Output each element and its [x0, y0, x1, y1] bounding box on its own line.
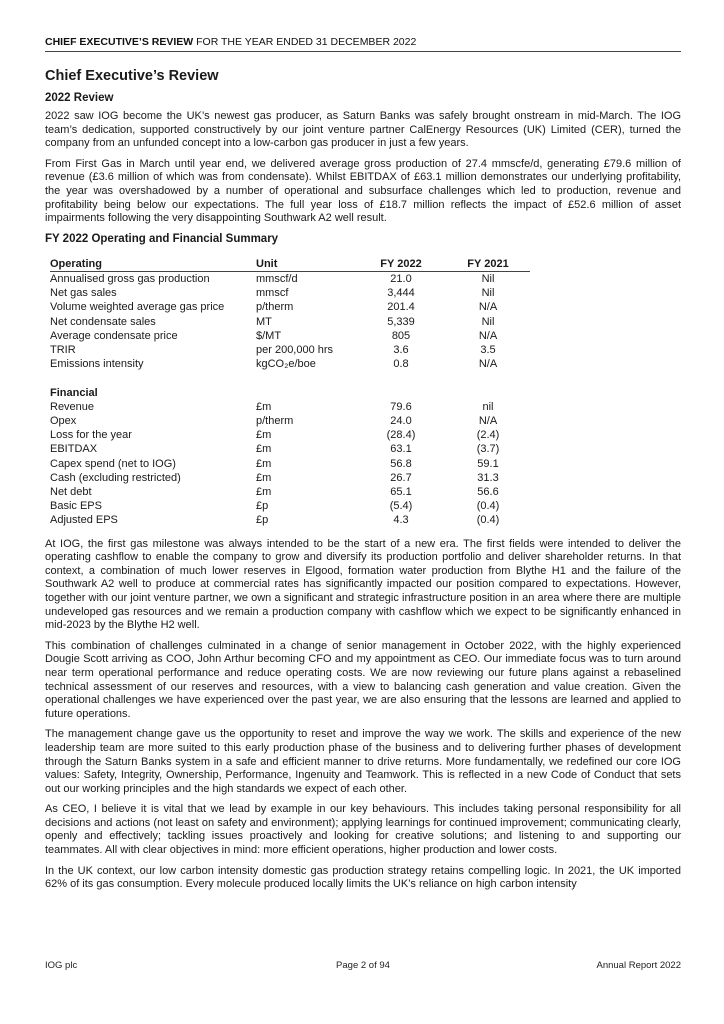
table-row	[50, 329, 530, 343]
financial-block	[50, 371, 530, 399]
row-label: TRIR	[50, 343, 76, 356]
paragraph-6: As CEO, I believe it is vital that we lead by example in our key behaviours. This includes taking personal responsibility for all decisions and actions (not least on safety and environment); applying learnings for continued improvement; communicating clearly, openly and effectively; tackling issues proactively and looking for creative solutions; and listening to and supporting our teammates. All with clear objectives in mind: more efficient operations, higher production and lower costs.	[45, 803, 681, 857]
row-fy2021: Nil	[481, 315, 495, 328]
page-title: Chief Executive’s Review	[45, 68, 219, 84]
paragraph-4: This combination of challenges culminated in a change of senior management in October 2022, with the highly experienced Dougie Scott arriving as COO, John Arthur becoming CFO and my appointment as CEO. Our immediate focus was to turn around near term operational performance and reduce operating costs. We are now reviewing our future plans against a rebaselined technical assessment of our reserves and resources, with a view to balancing cash generation and value creation. Given the operational challenges we have experienced over the past year, we are also ensuring that the lessons are learned and applied to future operations.	[45, 639, 681, 720]
table-row	[50, 357, 530, 371]
table-row	[50, 414, 530, 428]
row-fy2022: 3.6	[393, 343, 409, 356]
running-header	[45, 36, 681, 52]
row-unit: £p	[256, 514, 269, 527]
paragraph-5: The management change gave us the opportunity to reset and improve the way we work. The skills and experience of the new leadership team are more suited to this early production phase of the business and to delivering further phases of development through the Saturn Banks system in a safe and efficient manner to drive returns. More fundamentally, we redefined our core IOG values: Safety, Integrity, Ownership, Performance, Ingenuity and Teamwork. This is reflected in a new Code of Conduct that sets out our working principles and the high standards we expect of each other.	[45, 728, 681, 795]
row-unit: £m	[256, 400, 272, 413]
table-row	[50, 442, 530, 456]
row-fy2021: N/A	[478, 358, 498, 371]
summary-table	[50, 257, 530, 528]
spacer-row	[50, 371, 530, 385]
footer-page-number: Page 2 of 94	[336, 960, 390, 971]
table-row	[50, 343, 530, 357]
row-unit: £p	[256, 500, 269, 513]
table-row	[50, 428, 530, 442]
row-label: Net condensate sales	[50, 315, 156, 328]
table-row	[50, 513, 530, 527]
row-label: Volume weighted average gas price	[50, 301, 225, 314]
summary-heading: FY 2022 Operating and Financial Summary	[45, 232, 279, 245]
row-fy2021: (0.4)	[476, 500, 500, 513]
paragraph-2: From First Gas in March until year end, we delivered average gross production of 27.4 mmscfe/d, generating £79.6 million of revenue (£3.6 million of which was from condensate). Whilst EBITDAX of £63.1 million demonstrates our underlying profitability, the year was overshadowed by a number of operational and subsurface challenges which led to production, revenue and profitability being below our expectations. The full year loss of £18.7 million reflects the impact of £52.6 million of asset impairments following the very disappointing Southwark A2 well result.	[45, 157, 681, 225]
row-fy2021: N/A	[478, 414, 498, 427]
row-label: Loss for the year	[50, 429, 132, 442]
table-row	[50, 457, 530, 471]
row-label: Emissions intensity	[50, 358, 144, 371]
financial-heading: Financial	[50, 386, 98, 399]
summary-header-row	[50, 257, 530, 272]
row-fy2021: (2.4)	[476, 429, 500, 442]
row-fy2022: 65.1	[390, 485, 412, 498]
footer-report-name: Annual Report 2022	[596, 960, 681, 971]
row-fy2022: 805	[391, 329, 411, 342]
table-row	[50, 471, 530, 485]
row-fy2021: (3.7)	[476, 443, 500, 456]
paragraph-1: 2022 saw IOG become the UK’s newest gas producer, as Saturn Banks was safely brought onstream in mid-March. The IOG team’s dedication, supported constructively by our joint venture partner CalEnergy Resources (UK) Limited (CER), turned the company from an unfunded concept into a low-carbon gas producer in just a few years.	[45, 110, 681, 150]
table-row	[50, 499, 530, 513]
col-header-operating: Operating	[50, 257, 256, 272]
row-unit: £m	[256, 443, 272, 456]
footer-company: IOG plc	[45, 960, 78, 971]
row-fy2022: 0.8	[393, 358, 409, 371]
row-unit: £m	[256, 471, 272, 484]
financial-rows	[50, 400, 530, 528]
page-content	[45, 68, 681, 899]
paragraph-7: In the UK context, our low carbon intensity domestic gas production strategy retains compelling logic. In 2021, the UK imported 62% of its gas consumption. Every molecule produced locally limits the UK’s reliance on high carbon intensity	[45, 864, 681, 891]
row-unit: £m	[256, 457, 272, 470]
table-row	[50, 271, 530, 286]
row-label: Opex	[50, 414, 77, 427]
row-fy2021: Nil	[481, 272, 495, 285]
row-label: Adjusted EPS	[50, 514, 118, 527]
row-fy2022: 201.4	[387, 301, 415, 314]
row-fy2021: N/A	[478, 301, 498, 314]
col-header-fy2021: FY 2021	[446, 257, 530, 272]
row-fy2022: 26.7	[390, 471, 412, 484]
row-fy2021: nil	[482, 400, 494, 413]
row-fy2022: 5,339	[387, 315, 415, 328]
row-unit: p/therm	[256, 301, 294, 314]
row-fy2021: Nil	[481, 287, 495, 300]
row-fy2022: 63.1	[390, 443, 412, 456]
row-fy2021: N/A	[478, 329, 498, 342]
row-label: Annualised gross gas production	[50, 272, 210, 285]
row-label: Revenue	[50, 400, 95, 413]
row-fy2022: 24.0	[390, 414, 412, 427]
row-unit: MT	[256, 315, 272, 328]
row-unit: £m	[256, 429, 272, 442]
header-title: CHIEF EXECUTIVE’S REVIEW	[45, 36, 194, 48]
table-row	[50, 286, 530, 300]
financial-heading-row	[50, 386, 530, 400]
row-fy2022: (5.4)	[389, 500, 413, 513]
row-unit: £m	[256, 485, 272, 498]
section-heading-2022-review: 2022 Review	[45, 92, 114, 104]
row-fy2022: 4.3	[393, 514, 409, 527]
row-fy2022: 21.0	[390, 272, 412, 285]
row-label: EBITDAX	[50, 443, 98, 456]
row-label: Average condensate price	[50, 329, 178, 342]
row-label: Basic EPS	[50, 500, 102, 513]
col-header-unit: Unit	[256, 257, 356, 272]
row-fy2021: (0.4)	[476, 514, 500, 527]
row-unit: mmscf	[256, 287, 289, 300]
table-row	[50, 300, 530, 314]
table-row	[50, 485, 530, 499]
row-unit: $/MT	[256, 329, 282, 342]
table-row	[50, 400, 530, 414]
row-fy2021: 31.3	[477, 471, 499, 484]
header-subtitle: FOR THE YEAR ENDED 31 DECEMBER 2022	[193, 36, 417, 48]
table-row	[50, 315, 530, 329]
row-unit: p/therm	[256, 414, 294, 427]
row-unit: mmscf/d	[256, 272, 298, 285]
row-fy2022: 56.8	[390, 457, 412, 470]
row-fy2022: 79.6	[390, 400, 412, 413]
row-label: Cash (excluding restricted)	[50, 471, 181, 484]
row-unit: per 200,000 hrs	[256, 343, 334, 356]
operating-rows	[50, 271, 530, 371]
row-label: Net debt	[50, 485, 92, 498]
row-fy2021: 59.1	[477, 457, 499, 470]
row-fy2022: 3,444	[387, 287, 415, 300]
row-label: Capex spend (net to IOG)	[50, 457, 176, 470]
row-fy2021: 3.5	[480, 343, 496, 356]
col-header-fy2022: FY 2022	[356, 257, 446, 272]
row-unit: kgCO₂e/boe	[256, 358, 316, 371]
row-fy2021: 56.6	[477, 485, 499, 498]
paragraph-3: At IOG, the first gas milestone was always intended to be the start of a new era. The first fields were intended to deliver the operating cashflow to enable the company to grow and diversify its production portfolio and deliver shareholder returns. In that context, a combination of much lower reserves in Elgood, formation water production from Blythe H1 and the failure of the Southwark A2 well to produce at commercial rates has significantly impacted our position compared to expectations. However, together with our joint venture partner, we own a significant and strategic infrastructure position in an area where there are multiple undeveloped gas resources and we remain a production company with cashflow which we expect to be significantly enhanced in mid-2023 by the Blythe H2 well.	[45, 537, 681, 632]
row-fy2022: (28.4)	[386, 429, 416, 442]
row-label: Net gas sales	[50, 287, 117, 300]
